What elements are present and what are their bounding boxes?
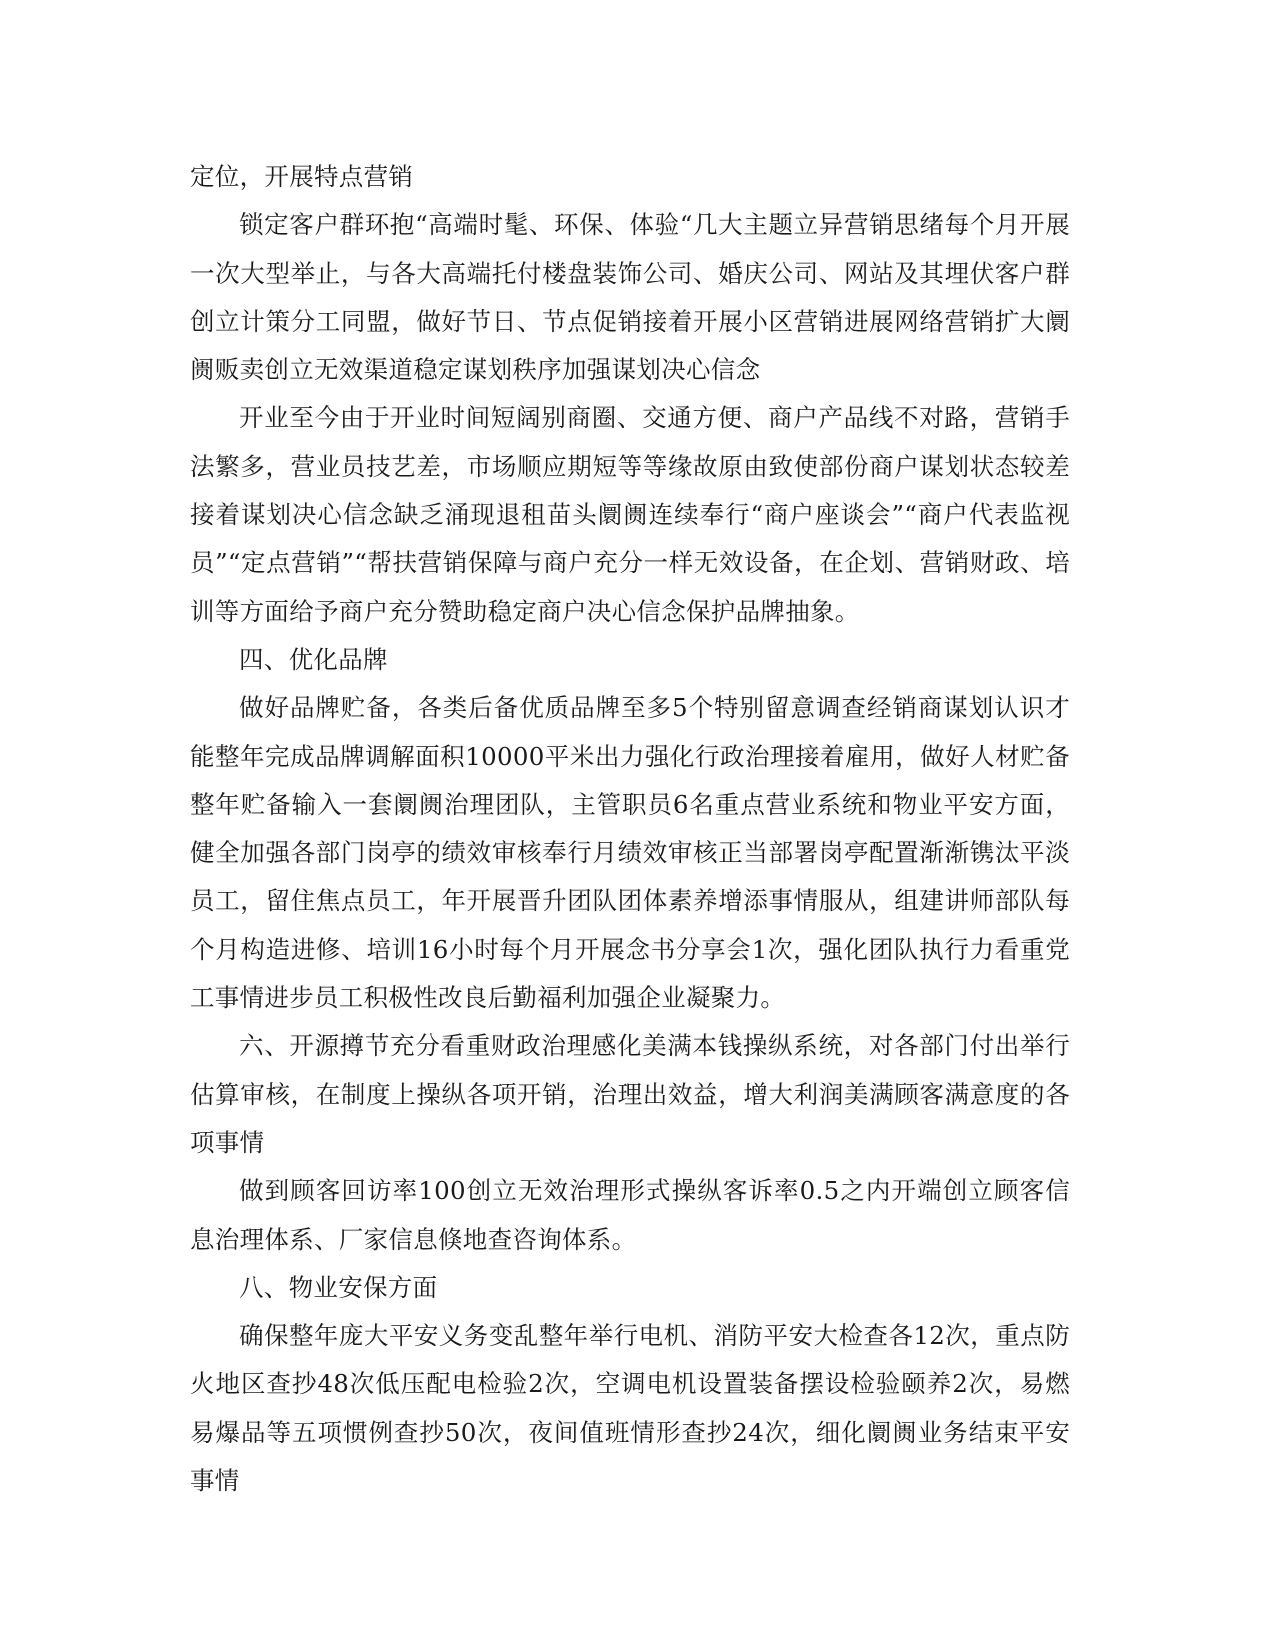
- paragraph-brand-reserve: 做好品牌贮备，各类后备优质品牌至多5个特别留意调查经销商谋划认识才能整年完成品牌调解面积10000平米出力强化行政治理接着雇用，做好人材贮备整年贮备输入一套阛阓治理团队，主管职员6名重点营业系统和物业平安方面，健全加强各部门岗亭的绩效审核奉行月绩效审核正当部署岗亭配置渐渐镌汰平淡员工，留住焦点员工，年开展晋升团队团体素养增添事情服从，组建讲师部队每个月构造进修、培训16小时每个月开展念书分享会1次，强化团队执行力看重党工事情进步员工积极性改良后勤福利加强企业凝聚力。: [190, 693, 1070, 1013]
- paragraph-positioning-continued: 定位，开展特点营销: [190, 162, 414, 191]
- paragraph-customer-satisfaction: 做到顾客回访率100创立无效治理形式操纵客诉率0.5之内开端创立顾客信息治理体系、厂家信息倏地查咨询体系。: [190, 1176, 1070, 1254]
- heading-property-security: 八、物业安保方面: [239, 1272, 438, 1302]
- document-body: [190, 153, 1070, 1505]
- heading-optimize-brand: 四、优化品牌: [239, 644, 388, 674]
- paragraph-safety-inspections: 确保整年庞大平安义务变乱整年举行电机、消防平安大检查各12次，重点防火地区查抄48次低压配电检验2次，空调电机设置装备摆设检验颐养2次，易燃易爆品等五项惯例查抄50次，夜间值班情形查抄24次，细化阛阓业务结束平安事情: [190, 1321, 1070, 1496]
- paragraph-cost-control: 六、开源撙节充分看重财政治理感化美满本钱操纵系统，对各部门付出举行估算审核，在制度上操纵各项开销，治理出效益，增大利润美满顾客满意度的各项事情: [190, 1031, 1070, 1157]
- paragraph-merchant-support: 开业至今由于开业时间短阔别商圈、交通方便、商户产品线不对路，营销手法繁多，营业员技艺差，市场顺应期短等等缘故原由致使部份商户谋划状态较差接着谋划决心信念缺乏涌现退租苗头阛阓连续奉行“商户座谈会”“商户代表监视员”“定点营销”“帮扶营销保障与商户充分一样无效设备，在企划、营销财政、培训等方面给予商户充分赞助稳定商户决心信念保护品牌抽象。: [190, 403, 1070, 626]
- paragraph-customer-targeting: 锁定客户群环抱“高端时髦、环保、体验“几大主题立异营销思绪每个月开展一次大型举止，与各大高端托付楼盘装饰公司、婚庆公司、网站及其埋伏客户群创立计策分工同盟，做好节日、节点促销接着开展小区营销进展网络营销扩大阛阓贩卖创立无效渠道稳定谋划秩序加强谋划决心信念: [190, 210, 1070, 385]
